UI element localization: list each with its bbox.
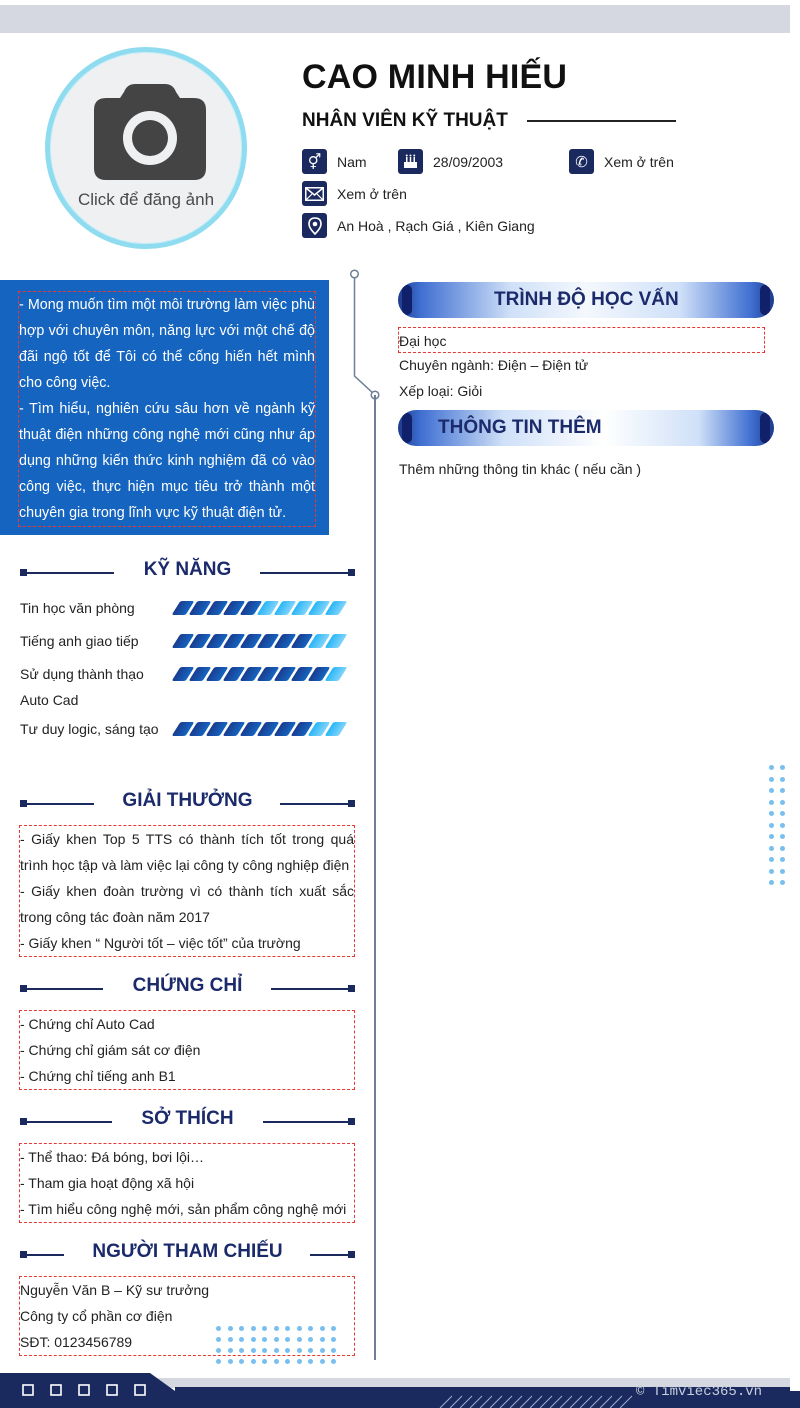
skill-rating: [176, 634, 343, 648]
skill-rating: [176, 722, 343, 736]
award-item: - Giấy khen Top 5 TTS có thành tích tốt trong quá trình học tập và làm việc lại công ty công nghiệp điện: [20, 831, 354, 873]
gender-icon: ⚥: [302, 149, 327, 174]
phone-value: Xem ở trên: [604, 153, 674, 170]
education-grade: Xếp loại: Giỏi: [399, 383, 483, 399]
certificates-content[interactable]: [19, 1010, 355, 1090]
gender-info: [302, 149, 367, 174]
references-title: NGƯỜI THAM CHIẾU: [92, 1241, 283, 1262]
top-bar: [0, 5, 790, 33]
award-item: - Giấy khen “ Người tốt – việc tốt” của trường: [20, 935, 301, 951]
phone-info: [569, 149, 674, 174]
gender-value: Nam: [337, 153, 367, 170]
timeline-connector: [345, 268, 385, 403]
hobby-item: - Tìm hiểu công nghệ mới, sản phẩm công nghệ mới: [20, 1201, 347, 1217]
footer-brand: © Timviec365.vn: [636, 1384, 763, 1400]
avatar-label: Click để đăng ảnh: [77, 190, 215, 209]
skill-rating: [176, 601, 343, 615]
education-title: TRÌNH ĐỘ HỌC VẤN: [494, 289, 679, 310]
skill-name: Sử dụng thành thạo Auto Cad: [20, 666, 144, 708]
education-major: Chuyên ngành: Điện – Điện tử: [399, 357, 589, 373]
certificate-item: - Chứng chỉ tiếng anh B1: [20, 1068, 176, 1084]
title-divider: [527, 120, 676, 122]
candidate-name: CAO MINH HIẾU: [302, 58, 568, 96]
reference-item: Nguyễn Văn B – Kỹ sư trưởng: [20, 1282, 210, 1298]
awards-heading: [20, 790, 355, 814]
certificate-item: - Chứng chỉ giám sát cơ điện: [20, 1042, 201, 1058]
hobby-item: - Tham gia hoạt động xã hội: [20, 1175, 195, 1191]
hobbies-content[interactable]: [19, 1143, 355, 1223]
email-info: [302, 181, 407, 206]
job-title: NHÂN VIÊN KỸ THUẬT: [302, 110, 508, 131]
awards-title: GIẢI THƯỞNG: [122, 790, 253, 811]
skill-name: Tiếng anh giao tiếp: [20, 633, 139, 649]
birthday-cake-icon: [398, 149, 423, 174]
career-objective-text[interactable]: [18, 291, 316, 527]
awards-content[interactable]: [19, 825, 355, 957]
skills-title: KỸ NĂNG: [143, 559, 232, 580]
education-degree[interactable]: Đại học: [398, 327, 765, 353]
camera-icon: [94, 82, 206, 180]
objective-line: - Tìm hiểu, nghiên cứu sâu hơn về ngành kỹ thuật điện những công nghệ mới cũng như áp dụng những kiến thức kinh nghiệm đã có vào công việc, thực hiện mục tiêu trở thành một chuyên gia trong lĩnh vực kỹ thuật điện tử.: [19, 401, 315, 521]
certificate-item: - Chứng chỉ Auto Cad: [20, 1016, 155, 1032]
birthday-value: 28/09/2003: [433, 153, 504, 170]
address-value: An Hoà , Rạch Giá , Kiên Giang: [337, 217, 535, 234]
extra-info-title: THÔNG TIN THÊM: [438, 417, 602, 438]
certificates-heading: [20, 975, 355, 999]
birthday-info: [398, 149, 503, 174]
skills-heading: [20, 559, 355, 583]
decorative-dots: [769, 765, 789, 890]
address-info: [302, 213, 535, 238]
envelope-icon: [302, 181, 327, 206]
skill-rating: [176, 667, 343, 681]
phone-icon: ✆: [569, 149, 594, 174]
education-heading: [398, 282, 774, 318]
email-value: Xem ở trên: [337, 185, 407, 202]
avatar-upload[interactable]: [45, 47, 247, 249]
map-pin-icon: [302, 213, 327, 238]
hobbies-title: SỞ THÍCH: [141, 1108, 234, 1129]
skill-name: Tin học văn phòng: [20, 600, 135, 616]
hobby-item: - Thể thao: Đá bóng, bơi lội…: [20, 1149, 205, 1165]
hobbies-heading: [20, 1108, 355, 1132]
extra-info-heading: [398, 410, 774, 446]
certificates-title: CHỨNG CHỈ: [132, 975, 243, 996]
references-heading: [20, 1241, 355, 1265]
award-item: - Giấy khen đoàn trường vì có thành tích xuất sắc trong công tác đoàn năm 2017: [20, 883, 354, 925]
reference-item: Công ty cổ phần cơ điện: [20, 1308, 173, 1324]
reference-item: SĐT: 0123456789: [20, 1334, 133, 1350]
timeline-line: [374, 395, 376, 1360]
objective-line: - Mong muốn tìm một môi trường làm việc phù hợp với chuyên môn, năng lực với một chế độ đãi ngộ tốt để Tôi có thể cống hiến hết mình cho công việc.: [19, 297, 315, 391]
decorative-dots: [216, 1326, 338, 1366]
extra-info-text[interactable]: Thêm những thông tin khác ( nếu cần ): [399, 461, 642, 477]
skill-name: Tư duy logic, sáng tạo: [20, 721, 159, 737]
